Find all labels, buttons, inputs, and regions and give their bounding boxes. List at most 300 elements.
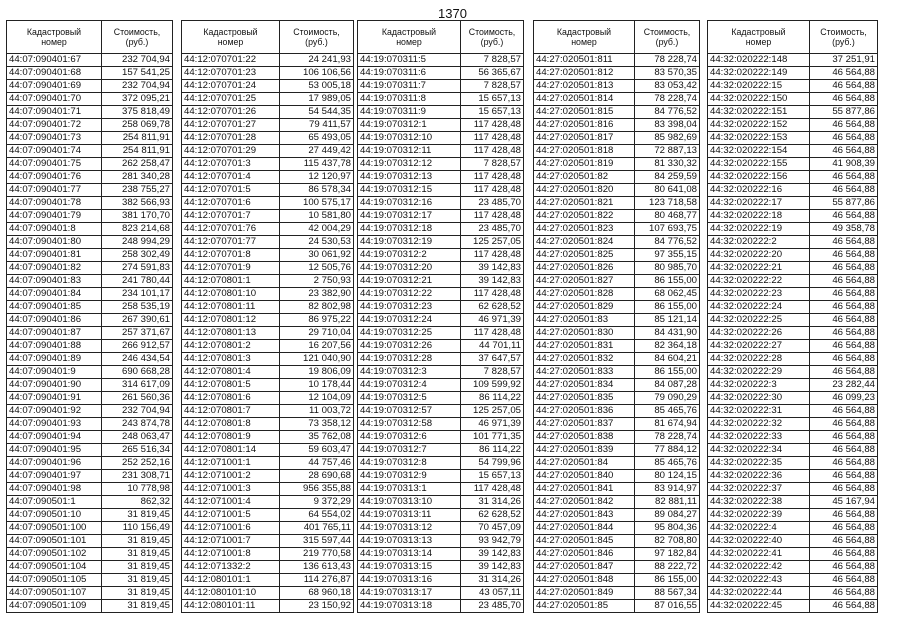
- table-row: [7, 522, 173, 535]
- table-row: [534, 496, 700, 509]
- cost-cell: 46 564,88: [810, 119, 878, 132]
- cadastral-number-cell: 44:32:020222:32: [708, 418, 810, 431]
- cadastral-number-cell: 44:07:090401:76: [7, 171, 102, 184]
- cost-cell: 46 564,88: [810, 210, 878, 223]
- table-row: [534, 132, 700, 145]
- table-row: [358, 327, 524, 340]
- table-row: [708, 470, 878, 483]
- table-row: [534, 522, 700, 535]
- cadastral-number-cell: 44:27:020501:82: [534, 171, 635, 184]
- cost-cell: 55 877,86: [810, 106, 878, 119]
- table-body: [708, 54, 878, 613]
- table-row: [358, 275, 524, 288]
- cadastral-number-cell: 44:19:070312:22: [358, 288, 461, 301]
- cadastral-number-cell: 44:12:070701:23: [182, 67, 280, 80]
- cost-cell: 234 101,17: [102, 288, 173, 301]
- cadastral-number-cell: 44:12:070801:11: [182, 301, 280, 314]
- cadastral-number-cell: 44:27:020501:837: [534, 418, 635, 431]
- table-row: [534, 431, 700, 444]
- table-row: [534, 80, 700, 93]
- table-row: [534, 366, 700, 379]
- cost-cell: 62 628,52: [461, 509, 524, 522]
- cadastral-number-cell: 44:32:020222:45: [708, 600, 810, 613]
- table-row: [708, 275, 878, 288]
- cadastral-number-cell: 44:07:090401:9: [7, 366, 102, 379]
- header-cost: Стоимость, (руб.): [635, 21, 700, 54]
- cadastral-number-cell: 44:19:070312:9: [358, 470, 461, 483]
- cost-cell: 62 628,52: [461, 301, 524, 314]
- cadastral-number-cell: 44:32:020222:19: [708, 223, 810, 236]
- cost-cell: 81 330,32: [635, 158, 700, 171]
- cadastral-number-cell: 44:32:020222:21: [708, 262, 810, 275]
- table-row: [358, 470, 524, 483]
- table-row: [534, 288, 700, 301]
- cost-cell: 85 465,76: [635, 405, 700, 418]
- table-body: [534, 54, 700, 613]
- cost-cell: 84 259,59: [635, 171, 700, 184]
- table-row: [534, 353, 700, 366]
- table-row: [534, 327, 700, 340]
- cadastral-number-cell: 44:27:020501:831: [534, 340, 635, 353]
- table-row: [182, 275, 354, 288]
- header-cadastral-number: Кадастровый номер: [7, 21, 102, 54]
- cadastral-number-cell: 44:32:020222:15: [708, 80, 810, 93]
- cost-cell: 39 142,83: [461, 548, 524, 561]
- cadastral-number-cell: 44:19:070312:6: [358, 431, 461, 444]
- cost-cell: 84 776,52: [635, 236, 700, 249]
- table-row: [7, 548, 173, 561]
- cadastral-number-cell: 44:27:020501:811: [534, 54, 635, 67]
- cadastral-number-cell: 44:07:090401:68: [7, 67, 102, 80]
- cost-cell: 690 668,28: [102, 366, 173, 379]
- cost-cell: 37 251,91: [810, 54, 878, 67]
- table-body: [358, 54, 524, 613]
- cadastral-number-cell: 44:07:090501:109: [7, 600, 102, 613]
- cost-cell: 115 437,78: [280, 158, 354, 171]
- table-row: [358, 301, 524, 314]
- table-row: [358, 574, 524, 587]
- table-row: [358, 262, 524, 275]
- table-row: [182, 418, 354, 431]
- cadastral-number-cell: 44:32:020222:156: [708, 171, 810, 184]
- cadastral-number-cell: 44:12:070801:3: [182, 353, 280, 366]
- table-row: [534, 340, 700, 353]
- cadastral-number-cell: 44:12:070801:4: [182, 366, 280, 379]
- table-row: [358, 158, 524, 171]
- cost-cell: 46 564,88: [810, 522, 878, 535]
- table-row: [7, 561, 173, 574]
- cadastral-number-cell: 44:07:090401:97: [7, 470, 102, 483]
- header-cost: Стоимость, (руб.): [102, 21, 173, 54]
- cost-cell: 84 604,21: [635, 353, 700, 366]
- cost-cell: 12 505,76: [280, 262, 354, 275]
- cadastral-number-cell: 44:27:020501:818: [534, 145, 635, 158]
- cost-cell: 46 564,88: [810, 262, 878, 275]
- cost-cell: 80 641,08: [635, 184, 700, 197]
- table-row: [534, 509, 700, 522]
- cost-cell: 7 828,57: [461, 80, 524, 93]
- cadastral-number-cell: 44:07:090401:73: [7, 132, 102, 145]
- table-row: [182, 119, 354, 132]
- cost-cell: 86 578,34: [280, 184, 354, 197]
- table-row: [358, 587, 524, 600]
- cost-cell: 44 701,11: [461, 340, 524, 353]
- table-row: [708, 184, 878, 197]
- cadastral-number-cell: 44:12:070701:76: [182, 223, 280, 236]
- cost-cell: 56 365,67: [461, 67, 524, 80]
- table-header-row: [7, 21, 173, 54]
- cost-cell: 31 819,45: [102, 561, 173, 574]
- table-row: [358, 314, 524, 327]
- table-row: [182, 158, 354, 171]
- cost-cell: 231 308,71: [102, 470, 173, 483]
- cost-cell: 281 340,28: [102, 171, 173, 184]
- cost-cell: 117 428,48: [461, 171, 524, 184]
- cadastral-number-cell: 44:12:070701:27: [182, 119, 280, 132]
- cost-cell: 46 564,88: [810, 93, 878, 106]
- cost-cell: 95 804,36: [635, 522, 700, 535]
- cadastral-number-cell: 44:32:020222:26: [708, 327, 810, 340]
- cadastral-number-cell: 44:12:070801:10: [182, 288, 280, 301]
- cost-cell: 117 428,48: [461, 249, 524, 262]
- table-row: [708, 210, 878, 223]
- cost-cell: 375 818,49: [102, 106, 173, 119]
- cost-cell: 10 581,80: [280, 210, 354, 223]
- table-row: [182, 80, 354, 93]
- table-row: [708, 522, 878, 535]
- cost-cell: 64 554,02: [280, 509, 354, 522]
- cadastral-number-cell: 44:12:070801:12: [182, 314, 280, 327]
- table-row: [182, 54, 354, 67]
- cost-cell: 43 057,11: [461, 587, 524, 600]
- cadastral-number-cell: 44:07:090401:67: [7, 54, 102, 67]
- table-row: [534, 197, 700, 210]
- table-row: [182, 106, 354, 119]
- cadastral-number-cell: 44:12:070701:25: [182, 93, 280, 106]
- cost-cell: 248 994,29: [102, 236, 173, 249]
- cadastral-number-cell: 44:32:020222:27: [708, 340, 810, 353]
- cadastral-number-cell: 44:27:020501:812: [534, 67, 635, 80]
- cadastral-number-cell: 44:27:020501:836: [534, 405, 635, 418]
- cadastral-number-cell: 44:07:090401:93: [7, 418, 102, 431]
- cost-cell: 78 228,74: [635, 431, 700, 444]
- table-row: [182, 405, 354, 418]
- cost-cell: 85 121,14: [635, 314, 700, 327]
- cadastral-number-cell: 44:07:090401:95: [7, 444, 102, 457]
- cost-cell: 27 449,42: [280, 145, 354, 158]
- cadastral-number-cell: 44:07:090401:85: [7, 301, 102, 314]
- table-row: [7, 496, 173, 509]
- cadastral-number-cell: 44:07:090401:96: [7, 457, 102, 470]
- cadastral-number-cell: 44:19:070312:18: [358, 223, 461, 236]
- cadastral-number-cell: 44:12:070701:22: [182, 54, 280, 67]
- cadastral-number-cell: 44:19:070312:20: [358, 262, 461, 275]
- table-row: [708, 54, 878, 67]
- table-row: [7, 470, 173, 483]
- table-header-row: [708, 21, 878, 54]
- cost-cell: 84 431,90: [635, 327, 700, 340]
- cadastral-number-cell: 44:12:071332:2: [182, 561, 280, 574]
- table-row: [358, 145, 524, 158]
- cadastral-number-cell: 44:32:020222:17: [708, 197, 810, 210]
- cost-cell: 97 182,84: [635, 548, 700, 561]
- cadastral-number-cell: 44:19:070312:24: [358, 314, 461, 327]
- cost-cell: 78 228,74: [635, 54, 700, 67]
- cadastral-number-cell: 44:12:070701:9: [182, 262, 280, 275]
- cost-cell: 59 603,47: [280, 444, 354, 457]
- cadastral-number-cell: 44:07:090401:8: [7, 223, 102, 236]
- cost-cell: 46 971,39: [461, 314, 524, 327]
- cost-cell: 265 516,34: [102, 444, 173, 457]
- cost-cell: 46 564,88: [810, 80, 878, 93]
- cost-cell: 31 819,45: [102, 574, 173, 587]
- table-row: [7, 158, 173, 171]
- table-row: [534, 379, 700, 392]
- table-row: [358, 405, 524, 418]
- table-row: [182, 210, 354, 223]
- table-row: [7, 262, 173, 275]
- cost-cell: 31 819,45: [102, 535, 173, 548]
- table-row: [182, 535, 354, 548]
- cadastral-number-cell: 44:27:020501:824: [534, 236, 635, 249]
- cadastral-number-cell: 44:32:020222:2: [708, 236, 810, 249]
- table-row: [7, 327, 173, 340]
- cost-cell: 85 982,69: [635, 132, 700, 145]
- cadastral-number-cell: 44:19:070312:7: [358, 444, 461, 457]
- cadastral-number-cell: 44:27:020501:848: [534, 574, 635, 587]
- cadastral-number-cell: 44:19:070312:57: [358, 405, 461, 418]
- cadastral-number-cell: 44:27:020501:844: [534, 522, 635, 535]
- table-row: [534, 236, 700, 249]
- table-row: [182, 587, 354, 600]
- cost-cell: 46 564,88: [810, 314, 878, 327]
- cadastral-number-cell: 44:12:070701:5: [182, 184, 280, 197]
- cost-cell: 78 228,74: [635, 93, 700, 106]
- table-row: [534, 457, 700, 470]
- cost-cell: 15 657,13: [461, 470, 524, 483]
- table-row: [7, 444, 173, 457]
- cost-cell: 97 355,15: [635, 249, 700, 262]
- cadastral-number-cell: 44:07:090401:89: [7, 353, 102, 366]
- cadastral-number-cell: 44:19:070312:28: [358, 353, 461, 366]
- cost-cell: 42 004,29: [280, 223, 354, 236]
- cadastral-number-cell: 44:27:020501:823: [534, 223, 635, 236]
- cadastral-number-cell: 44:32:020222:31: [708, 405, 810, 418]
- table-row: [358, 418, 524, 431]
- cost-cell: 30 061,92: [280, 249, 354, 262]
- cost-cell: 11 003,72: [280, 405, 354, 418]
- cadastral-number-cell: 44:27:020501:849: [534, 587, 635, 600]
- cost-cell: 101 771,35: [461, 431, 524, 444]
- table-row: [358, 340, 524, 353]
- table-row: [182, 379, 354, 392]
- cadastral-number-cell: 44:19:070312:16: [358, 197, 461, 210]
- cost-cell: 7 828,57: [461, 54, 524, 67]
- cost-cell: 79 411,57: [280, 119, 354, 132]
- cadastral-number-cell: 44:12:070701:24: [182, 80, 280, 93]
- cost-cell: 31 819,45: [102, 548, 173, 561]
- table-row: [7, 223, 173, 236]
- table-row: [182, 236, 354, 249]
- table-row: [358, 223, 524, 236]
- cost-cell: 46 564,88: [810, 548, 878, 561]
- cadastral-number-cell: 44:27:020501:816: [534, 119, 635, 132]
- cost-cell: 46 564,88: [810, 418, 878, 431]
- cost-cell: 23 485,70: [461, 600, 524, 613]
- table-row: [358, 54, 524, 67]
- table-row: [7, 431, 173, 444]
- table-row: [182, 457, 354, 470]
- cadastral-number-cell: 44:07:090501:100: [7, 522, 102, 535]
- cadastral-number-cell: 44:27:020501:835: [534, 392, 635, 405]
- table-row: [708, 132, 878, 145]
- table-row: [708, 93, 878, 106]
- table-row: [182, 145, 354, 158]
- table-row: [182, 197, 354, 210]
- table-row: [534, 275, 700, 288]
- cadastral-number-cell: 44:32:020222:149: [708, 67, 810, 80]
- cost-cell: 77 884,12: [635, 444, 700, 457]
- cadastral-number-cell: 44:27:020501:821: [534, 197, 635, 210]
- cost-cell: 241 780,44: [102, 275, 173, 288]
- cost-cell: 80 468,77: [635, 210, 700, 223]
- cadastral-number-cell: 44:19:070312:23: [358, 301, 461, 314]
- table-row: [182, 262, 354, 275]
- cadastral-table-3: [357, 20, 524, 613]
- cadastral-number-cell: 44:07:090401:72: [7, 119, 102, 132]
- cost-cell: 258 535,19: [102, 301, 173, 314]
- cost-cell: 23 382,90: [280, 288, 354, 301]
- cadastral-number-cell: 44:32:020222:18: [708, 210, 810, 223]
- cost-cell: 41 908,39: [810, 158, 878, 171]
- table-row: [534, 93, 700, 106]
- table-row: [534, 392, 700, 405]
- cost-cell: 46 564,88: [810, 288, 878, 301]
- table-row: [708, 353, 878, 366]
- cadastral-number-cell: 44:12:070801:1: [182, 275, 280, 288]
- cadastral-number-cell: 44:19:070312:21: [358, 275, 461, 288]
- cost-cell: 157 541,25: [102, 67, 173, 80]
- table-row: [708, 548, 878, 561]
- cost-cell: 136 613,43: [280, 561, 354, 574]
- table-row: [182, 444, 354, 457]
- table-row: [358, 483, 524, 496]
- table-row: [708, 379, 878, 392]
- table-row: [182, 509, 354, 522]
- header-cadastral-number: Кадастровый номер: [182, 21, 280, 54]
- header-cost: Стоимость, (руб.): [280, 21, 354, 54]
- cadastral-number-cell: 44:32:020222:153: [708, 132, 810, 145]
- cost-cell: 23 485,70: [461, 197, 524, 210]
- table-row: [182, 249, 354, 262]
- cost-cell: 81 674,94: [635, 418, 700, 431]
- cadastral-number-cell: 44:27:020501:847: [534, 561, 635, 574]
- cadastral-number-cell: 44:32:020222:43: [708, 574, 810, 587]
- cost-cell: 274 591,83: [102, 262, 173, 275]
- cadastral-number-cell: 44:12:070701:29: [182, 145, 280, 158]
- table-row: [708, 119, 878, 132]
- cost-cell: 46 564,88: [810, 249, 878, 262]
- cadastral-number-cell: 44:19:070313:11: [358, 509, 461, 522]
- table-row: [708, 444, 878, 457]
- table-row: [182, 366, 354, 379]
- cadastral-number-cell: 44:27:020501:843: [534, 509, 635, 522]
- cadastral-table-2: [181, 20, 354, 613]
- cadastral-number-cell: 44:32:020222:4: [708, 522, 810, 535]
- cadastral-number-cell: 44:19:070312:4: [358, 379, 461, 392]
- cadastral-number-cell: 44:19:070313:15: [358, 561, 461, 574]
- header-cost: Стоимость, (руб.): [461, 21, 524, 54]
- table-row: [534, 145, 700, 158]
- cost-cell: 7 828,57: [461, 158, 524, 171]
- cost-cell: 107 693,75: [635, 223, 700, 236]
- table-row: [7, 340, 173, 353]
- cost-cell: 121 040,90: [280, 353, 354, 366]
- cadastral-number-cell: 44:32:020222:154: [708, 145, 810, 158]
- table-row: [708, 509, 878, 522]
- table-row: [708, 457, 878, 470]
- table-row: [708, 171, 878, 184]
- table-row: [7, 106, 173, 119]
- cost-cell: 86 155,00: [635, 275, 700, 288]
- cost-cell: 83 398,04: [635, 119, 700, 132]
- cadastral-number-cell: 44:19:070312:17: [358, 210, 461, 223]
- table-row: [358, 106, 524, 119]
- cost-cell: 46 564,88: [810, 366, 878, 379]
- table-row: [182, 496, 354, 509]
- cost-cell: 89 084,27: [635, 509, 700, 522]
- table-row: [358, 210, 524, 223]
- cadastral-number-cell: 44:07:090401:77: [7, 184, 102, 197]
- table-row: [534, 444, 700, 457]
- table-row: [7, 145, 173, 158]
- table-row: [358, 535, 524, 548]
- table-row: [708, 301, 878, 314]
- cadastral-number-cell: 44:19:070311:6: [358, 67, 461, 80]
- table-row: [358, 184, 524, 197]
- table-row: [182, 132, 354, 145]
- cost-cell: 46 564,88: [810, 353, 878, 366]
- table-row: [358, 522, 524, 535]
- cadastral-number-cell: 44:07:090501:107: [7, 587, 102, 600]
- cadastral-number-cell: 44:19:070313:13: [358, 535, 461, 548]
- cost-cell: 46 564,88: [810, 509, 878, 522]
- table-row: [358, 236, 524, 249]
- table-row: [7, 301, 173, 314]
- table-row: [708, 600, 878, 613]
- cadastral-number-cell: 44:19:070312:58: [358, 418, 461, 431]
- cost-cell: 238 755,27: [102, 184, 173, 197]
- table-row: [7, 314, 173, 327]
- cost-cell: 248 063,47: [102, 431, 173, 444]
- table-row: [534, 67, 700, 80]
- cadastral-number-cell: 44:27:020501:838: [534, 431, 635, 444]
- cost-cell: 46 564,88: [810, 171, 878, 184]
- table-row: [708, 249, 878, 262]
- cost-cell: 79 090,29: [635, 392, 700, 405]
- cost-cell: 46 564,88: [810, 145, 878, 158]
- cost-cell: 46 564,88: [810, 444, 878, 457]
- cadastral-number-cell: 44:19:070312:25: [358, 327, 461, 340]
- cadastral-number-cell: 44:19:070312:26: [358, 340, 461, 353]
- table-row: [7, 236, 173, 249]
- cadastral-number-cell: 44:12:071001:7: [182, 535, 280, 548]
- table-row: [7, 379, 173, 392]
- cadastral-number-cell: 44:07:090401:70: [7, 93, 102, 106]
- cadastral-number-cell: 44:07:090401:81: [7, 249, 102, 262]
- table-header-row: [182, 21, 354, 54]
- cost-cell: 232 704,94: [102, 80, 173, 93]
